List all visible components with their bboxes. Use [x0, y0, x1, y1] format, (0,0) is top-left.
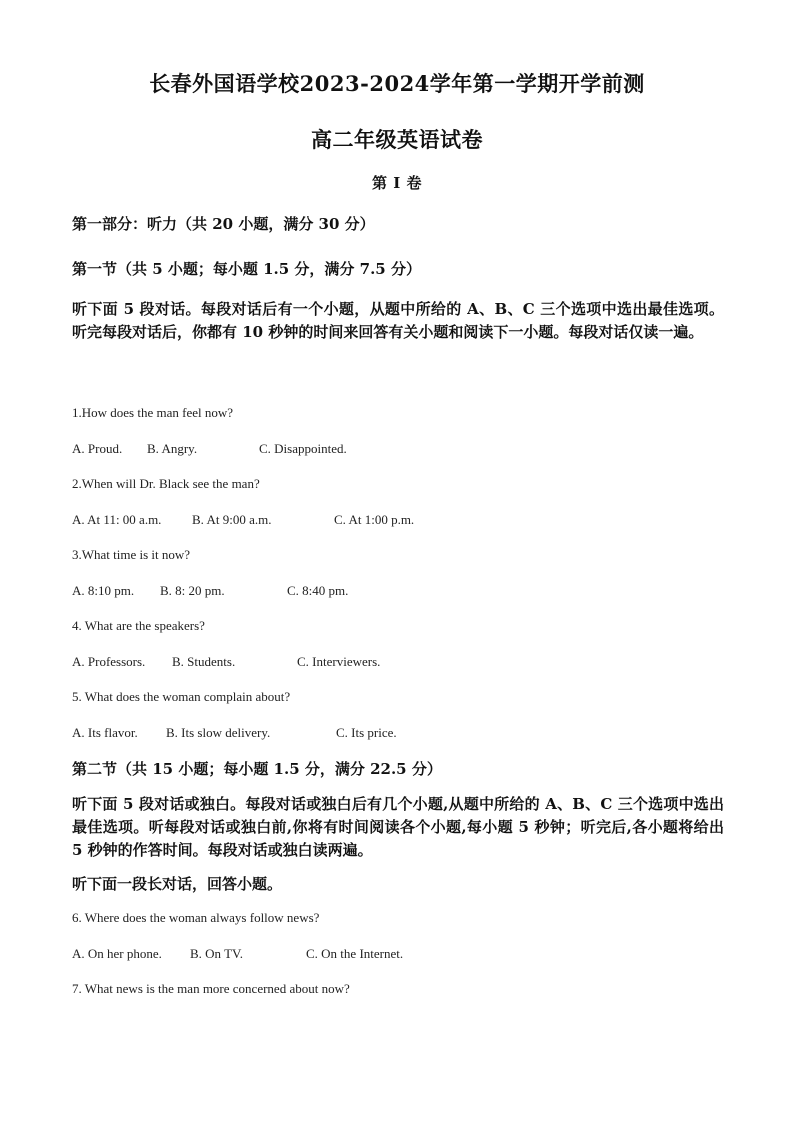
option-b: B. Students.	[172, 654, 236, 669]
section1-header: 第一节（共 5 小题；每小题 1.5 分，满分 7.5 分）	[72, 260, 421, 278]
question-3: 3.What time is it now?	[72, 547, 191, 562]
question-1: 1.How does the man feel now?	[72, 405, 234, 420]
option-c: C. Interviewers.	[297, 654, 381, 669]
section2-instructions: 听下面 5 段对话或独白。每段对话或独白后有几个小题,从题中所给的 A、B、C 三个选项中选出最佳选项。听每段对话或独白前,你将有时间阅读各个小题,每小题 5 秒钟；听完后,各小题将给出 5 秒钟的作答时间。每段对话或独白读两遍。	[72, 795, 724, 859]
option-a: A. Its flavor.	[72, 725, 138, 740]
section2-subheader: 听下面一段长对话，回答小题。	[72, 875, 283, 893]
exam-subtitle: 高二年级英语试卷	[311, 127, 483, 152]
option-a: A. At 11: 00 a.m.	[72, 512, 162, 527]
option-b: B. On TV.	[190, 946, 243, 961]
question-2: 2.When will Dr. Black see the man?	[72, 476, 260, 491]
option-a: A. 8:10 pm.	[72, 583, 135, 598]
volume-label: 第 I 卷	[372, 174, 422, 192]
option-c: C. 8:40 pm.	[287, 583, 349, 598]
part1-header: 第一部分：听力（共 20 小题，满分 30 分）	[72, 215, 375, 233]
question-4: 4. What are the speakers?	[72, 618, 205, 633]
question-7: 7. What news is the man more concerned about now?	[72, 981, 350, 996]
section2-header: 第二节（共 15 小题；每小题 1.5 分，满分 22.5 分）	[72, 760, 442, 778]
exam-title: 长春外国语学校2023-2024学年第一学期开学前测	[149, 71, 645, 96]
option-a: A. Proud.	[72, 441, 123, 456]
option-b: B. Its slow delivery.	[166, 725, 271, 740]
question-5: 5. What does the woman complain about?	[72, 689, 291, 704]
option-b: B. Angry.	[147, 441, 198, 456]
option-a: A. Professors.	[72, 654, 146, 669]
option-c: C. On the Internet.	[306, 946, 404, 961]
option-a: A. On her phone.	[72, 946, 162, 961]
option-c: C. Its price.	[336, 725, 397, 740]
option-c: C. Disappointed.	[259, 441, 347, 456]
option-b: B. 8: 20 pm.	[160, 583, 225, 598]
option-b: B. At 9:00 a.m.	[192, 512, 272, 527]
question-6: 6. Where does the woman always follow news?	[72, 910, 320, 925]
section1-instructions: 听下面 5 段对话。每段对话后有一个小题，从题中所给的 A、B、C 三个选项中选出最佳选项。听完每段对话后，你都有 10 秒钟的时间来回答有关小题和阅读下一小题。每段对话仅读一遍。	[72, 300, 724, 341]
option-c: C. At 1:00 p.m.	[334, 512, 415, 527]
